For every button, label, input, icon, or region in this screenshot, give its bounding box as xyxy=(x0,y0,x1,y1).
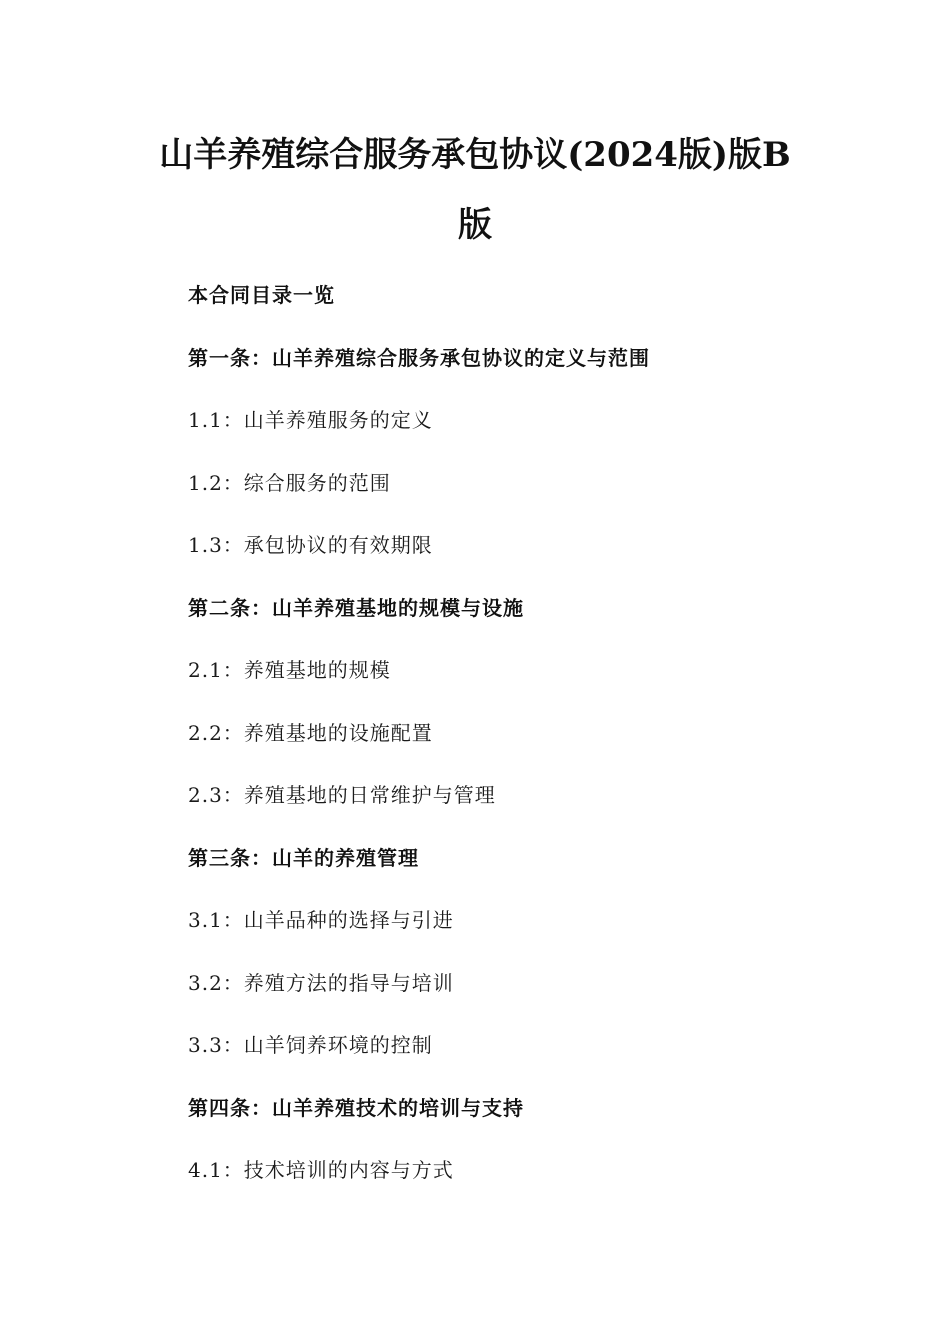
toc-item-3-3: 3.3：山羊饲养环境的控制 xyxy=(188,1033,433,1057)
toc-item-2-1: 2.1：养殖基地的规模 xyxy=(188,658,391,682)
toc-article-4: 第四条：山羊养殖技术的培训与支持 xyxy=(188,1095,524,1120)
toc-article-2: 第二条：山羊养殖基地的规模与设施 xyxy=(188,595,524,620)
toc-item-2-2: 2.2：养殖基地的设施配置 xyxy=(188,720,433,745)
toc-heading: 本合同目录一览 xyxy=(188,283,335,307)
document-title-continued: 版 xyxy=(458,205,492,245)
toc-article-3: 第三条：山羊的养殖管理 xyxy=(188,845,419,870)
toc-item-1-1: 1.1：山羊养殖服务的定义 xyxy=(188,408,433,432)
toc-item-4-1: 4.1：技术培训的内容与方式 xyxy=(188,1158,454,1182)
table-of-contents xyxy=(188,277,650,1215)
document-title: 山羊养殖综合服务承包协议(2024版)版B xyxy=(159,135,791,175)
toc-item-3-1: 3.1：山羊品种的选择与引进 xyxy=(188,908,454,932)
toc-item-1-3: 1.3：承包协议的有效期限 xyxy=(188,533,433,557)
toc-item-1-2: 1.2：综合服务的范围 xyxy=(188,470,391,495)
toc-article-1: 第一条：山羊养殖综合服务承包协议的定义与范围 xyxy=(188,345,650,370)
toc-item-2-3: 2.3：养殖基地的日常维护与管理 xyxy=(188,783,496,807)
toc-item-3-2: 3.2：养殖方法的指导与培训 xyxy=(188,970,454,995)
